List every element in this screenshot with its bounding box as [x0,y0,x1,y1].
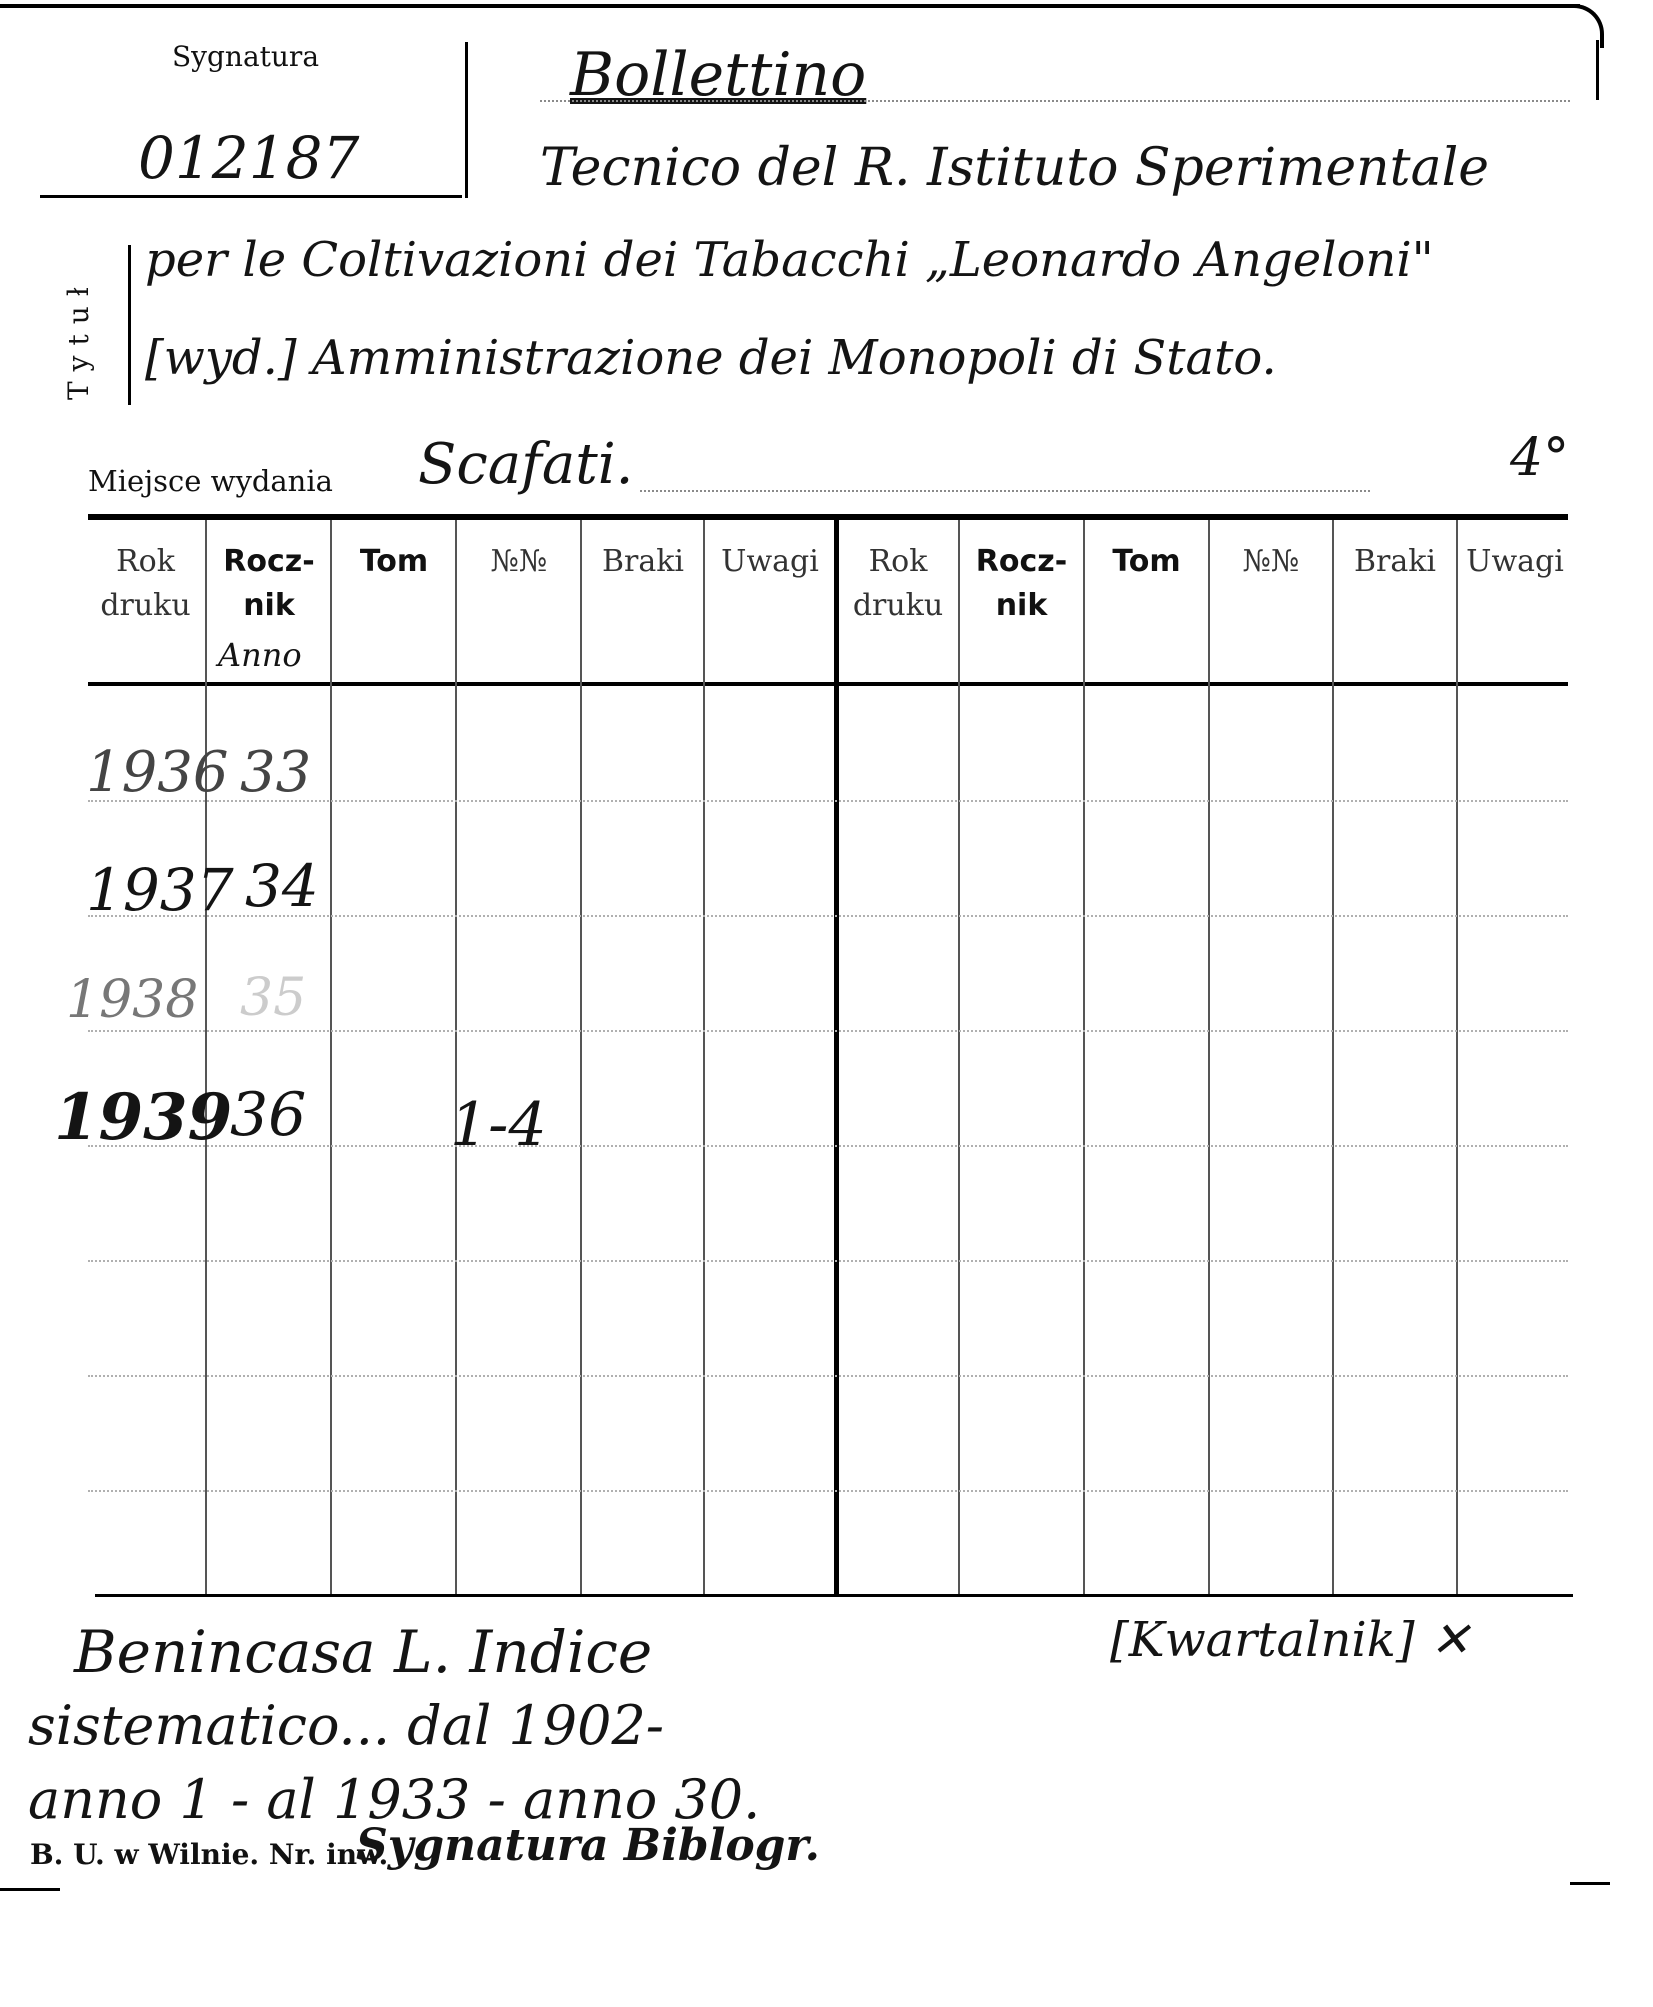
header-numery-left: №№ [490,544,548,579]
row-1-rok: 1936 [86,740,229,805]
card-right-border [1596,40,1599,100]
title-line-2: Tecnico del R. Istituto Sperimentale [540,138,1489,198]
format-value: 4° [1510,428,1570,488]
miejsce-value: Scafati. [418,432,634,497]
row-4-rok: 1939 [54,1080,233,1155]
row-guide-6 [88,1375,1568,1377]
title-line-3: per le Coltivazioni dei Tabacchi „Leonardo Angeloni" [145,232,1434,288]
header-braki-left: Braki [601,544,685,579]
row-guide-3 [88,1030,1568,1032]
header-uwagi-right: Uwagi [1466,544,1564,579]
header-rok-druku-right: Rok druku [852,544,944,623]
row-guide-4 [88,1145,1568,1147]
title-line-4: [wyd.] Amministrazione dei Monopoli di Stato. [145,330,1277,386]
header-rocznik-note: Anno [218,636,302,674]
row-2-rocznik: 34 [245,852,319,920]
footer-stamp-text: Sygnatura Biblogr. [356,1820,820,1871]
header-braki-right: Braki [1353,544,1437,579]
table-header-rule [88,682,1568,686]
miejsce-label: Miejsce wydania [88,464,333,498]
sygnatura-divider [465,42,468,198]
sygnatura-label: Sygnatura [172,40,320,73]
kwartalnik-note: [Kwartalnik] ✕ [1110,1612,1471,1668]
sygnatura-underline [40,195,462,198]
row-guide-5 [88,1260,1568,1262]
tytul-bracket [128,245,131,405]
col-line-1 [205,520,207,1594]
note-line-1: Benincasa L. Indice [74,1618,653,1686]
header-rok-druku-left: Rok druku [100,544,191,623]
header-tom-left: Tom [359,544,429,579]
row-1-rocznik: 33 [240,740,312,805]
col-line-8 [1083,520,1085,1594]
header-tom-right: Tom [1112,544,1181,579]
tytul-label: Tytuł [62,277,95,400]
col-line-4 [580,520,582,1594]
table-top-rule [88,514,1568,520]
header-rocznik-right: Rocz- nik [975,544,1068,623]
header-rocznik-left: Rocz- nik [223,544,315,623]
title-line-1: Bollettino [570,40,867,110]
note-line-2: sistematico... dal 1902- [28,1694,665,1757]
note-line-3: anno 1 - al 1933 - anno 30. [28,1768,761,1831]
sygnatura-value: 012187 [138,124,360,192]
row-3-rok: 1938 [66,970,199,1030]
header-numery-right: №№ [1242,544,1300,579]
row-guide-7 [88,1490,1568,1492]
col-line-9 [1208,520,1210,1594]
row-3-rocznik: 35 [240,968,307,1028]
row-4-numery: 1-4 [450,1090,547,1160]
card-bottom-right-mark [1570,1882,1610,1885]
col-line-7 [958,520,960,1594]
col-line-10 [1332,520,1334,1594]
col-line-3 [455,520,457,1594]
miejsce-dotted-guide [640,490,1370,492]
row-2-rok: 1937 [86,856,234,924]
table-bottom-rule [95,1594,1573,1597]
col-line-11 [1456,520,1458,1594]
col-line-5 [703,520,705,1594]
header-uwagi-left: Uwagi [721,544,819,579]
col-line-2 [330,520,332,1594]
card-top-border [0,4,1580,8]
footer-printed-text: B. U. w Wilnie. Nr. inw. [30,1838,389,1871]
title-dotted-guide-1 [540,100,1570,102]
col-line-center [834,520,839,1594]
card-bottom-left-mark [0,1888,60,1891]
row-4-rocznik: 36 [230,1080,307,1150]
